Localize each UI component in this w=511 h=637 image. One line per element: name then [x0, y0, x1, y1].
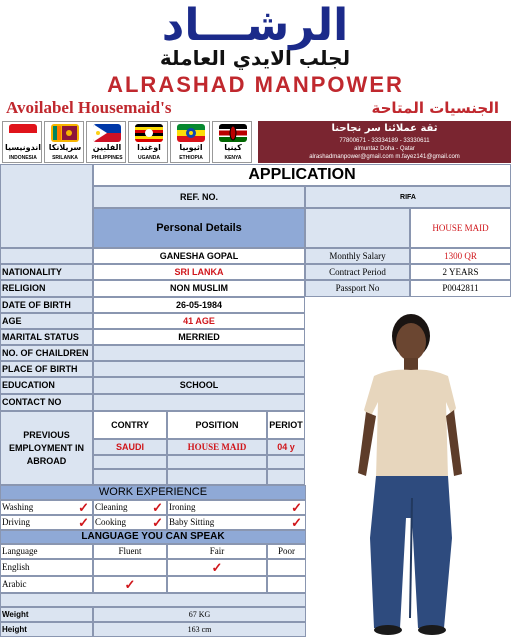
logo-arabic-subtitle: لجلب الايدي العاملة	[159, 46, 351, 70]
skill-ironing: Ironing ✓	[167, 500, 306, 515]
blank-cell	[305, 208, 410, 248]
prev-period-value: 04 y	[267, 439, 305, 455]
date-of-birth-value: 26-05-1984	[93, 297, 305, 313]
blank-row	[0, 593, 306, 607]
blank-cell	[0, 248, 93, 264]
position-value: HOUSE MAID	[410, 208, 511, 248]
form-title: APPLICATION	[93, 164, 511, 186]
contact-slogan: ثقة عملائنا سر نجاحنا	[331, 123, 438, 134]
candidate-photo	[306, 298, 511, 637]
flag-card-kenya: كينيا KENYA	[212, 121, 252, 163]
arabic-poor-cell	[267, 576, 306, 593]
date-of-birth-label: DATE OF BIRTH	[0, 297, 93, 313]
flag-card-uganda: اوغندا UGANDA	[128, 121, 168, 163]
blank-corner-cell	[0, 164, 93, 248]
logo-arabic: الرشـــاد	[161, 0, 349, 51]
contact-phones: 77800671 - 33334189 - 33330611	[339, 138, 430, 144]
available-housemaids-label: Avoilabel Housemaid's	[6, 98, 172, 117]
english-poor-cell	[267, 559, 306, 576]
education-value: SCHOOL	[93, 377, 305, 394]
passport-value: P0042811	[410, 280, 511, 297]
language-english: English	[0, 559, 93, 576]
flag-card-srilanka: سريلانكا SRILANKA	[44, 121, 84, 163]
check-icon: ✓	[152, 500, 163, 515]
education-label: EDUCATION	[0, 377, 93, 394]
fluent-col-header: Fluent	[93, 544, 167, 559]
height-value: 163 cm	[93, 622, 306, 637]
monthly-salary-label: Monthly Salary	[305, 248, 410, 264]
uganda-flag-icon	[135, 124, 163, 142]
religion-value: NON MUSLIM	[93, 280, 305, 297]
monthly-salary-value: 1300 QR	[410, 248, 511, 264]
contract-period-label: Contract Period	[305, 264, 410, 280]
check-icon: ✓	[291, 515, 302, 530]
marital-status-value: MERRIED	[93, 329, 305, 345]
place-of-birth-value	[93, 361, 305, 377]
prev-empty-cell	[167, 469, 267, 485]
previous-employment-label: PREVIOUS EMPLOYMENT IN ABROAD	[0, 411, 93, 485]
english-fluent-cell	[93, 559, 167, 576]
letterhead	[0, 0, 511, 118]
check-icon: ✓	[124, 577, 136, 592]
check-icon: ✓	[78, 500, 89, 515]
srilanka-flag-icon	[51, 124, 79, 142]
passport-label: Passport No	[305, 280, 410, 297]
height-label: Height	[0, 622, 93, 637]
contract-period-value: 2 YEARS	[410, 264, 511, 280]
nationality-value: SRI LANKA	[93, 264, 305, 280]
check-icon: ✓	[78, 515, 89, 530]
prev-empty-cell	[93, 455, 167, 469]
work-experience-header: WORK EXPERIENCE	[0, 485, 306, 500]
prev-period-header: PERIOT	[267, 411, 305, 439]
skill-driving: Driving ✓	[0, 515, 93, 530]
marital-status-label: MARITAL STATUS	[0, 329, 93, 345]
prev-empty-cell	[167, 455, 267, 469]
kenya-flag-icon	[219, 124, 247, 142]
age-value: 41 AGE	[93, 313, 305, 329]
logo-english: ALRASHAD MANPOWER	[107, 72, 404, 97]
language-header: LANGUAGE YOU CAN SPEAK	[0, 530, 306, 544]
ref-label: REF. NO.	[93, 186, 305, 208]
children-value	[93, 345, 305, 361]
flag-card-philippines: الفلبين PHILIPPINES	[86, 121, 126, 163]
ethiopia-flag-icon	[177, 124, 205, 142]
contact-no-label: CONTACT NO	[0, 394, 93, 411]
religion-label: RELIGION	[0, 280, 93, 297]
philippines-flag-icon	[93, 124, 121, 142]
prev-country-header: CONTRY	[93, 411, 167, 439]
prev-empty-cell	[267, 469, 305, 485]
flag-card-ethiopia: اثيوبيا ETHIOPIA	[170, 121, 210, 163]
check-icon: ✓	[152, 515, 163, 530]
language-col-header: Language	[0, 544, 93, 559]
fair-col-header: Fair	[167, 544, 267, 559]
skill-baby-sitting: Baby Sitting ✓	[167, 515, 306, 530]
indonesia-flag-icon	[9, 124, 37, 142]
check-icon: ✓	[291, 500, 302, 515]
weight-label: Weight	[0, 607, 93, 622]
children-label: NO. OF CHAILDREN	[0, 345, 93, 361]
contact-banner	[258, 121, 511, 163]
weight-value: 67 KG	[93, 607, 306, 622]
flag-card-indonesia: اندونيسيا INDONESIA	[2, 121, 42, 163]
skill-washing: Washing ✓	[0, 500, 93, 515]
poor-col-header: Poor	[267, 544, 306, 559]
available-nationalities-label-ar: الجنسيات المتاحة	[371, 99, 499, 117]
english-fair-cell	[167, 559, 267, 576]
prev-position-header: POSITION	[167, 411, 267, 439]
language-arabic: Arabic	[0, 576, 93, 593]
ref-value: RIFA	[305, 186, 511, 208]
personal-details-label: Personal Details	[93, 208, 305, 248]
contact-emails: alrashadmanpower@gmail.com m.fayez141@gmail.com	[309, 154, 460, 160]
prev-empty-cell	[267, 455, 305, 469]
check-icon: ✓	[211, 560, 223, 575]
prev-empty-cell	[93, 469, 167, 485]
arabic-fair-cell	[167, 576, 267, 593]
prev-position-value: HOUSE MAID	[167, 439, 267, 455]
skill-cooking: Cooking ✓	[93, 515, 167, 530]
contact-no-value	[93, 394, 305, 411]
name-value: GANESHA GOPAL	[93, 248, 305, 264]
skill-cleaning: Cleaning ✓	[93, 500, 167, 515]
age-label: AGE	[0, 313, 93, 329]
nationality-label: NATIONALITY	[0, 264, 93, 280]
prev-country-value: SAUDI	[93, 439, 167, 455]
arabic-fluent-cell	[93, 576, 167, 593]
contact-address: almuntaz Doha - Qatar	[354, 146, 415, 152]
place-of-birth-label: PLACE OF BIRTH	[0, 361, 93, 377]
